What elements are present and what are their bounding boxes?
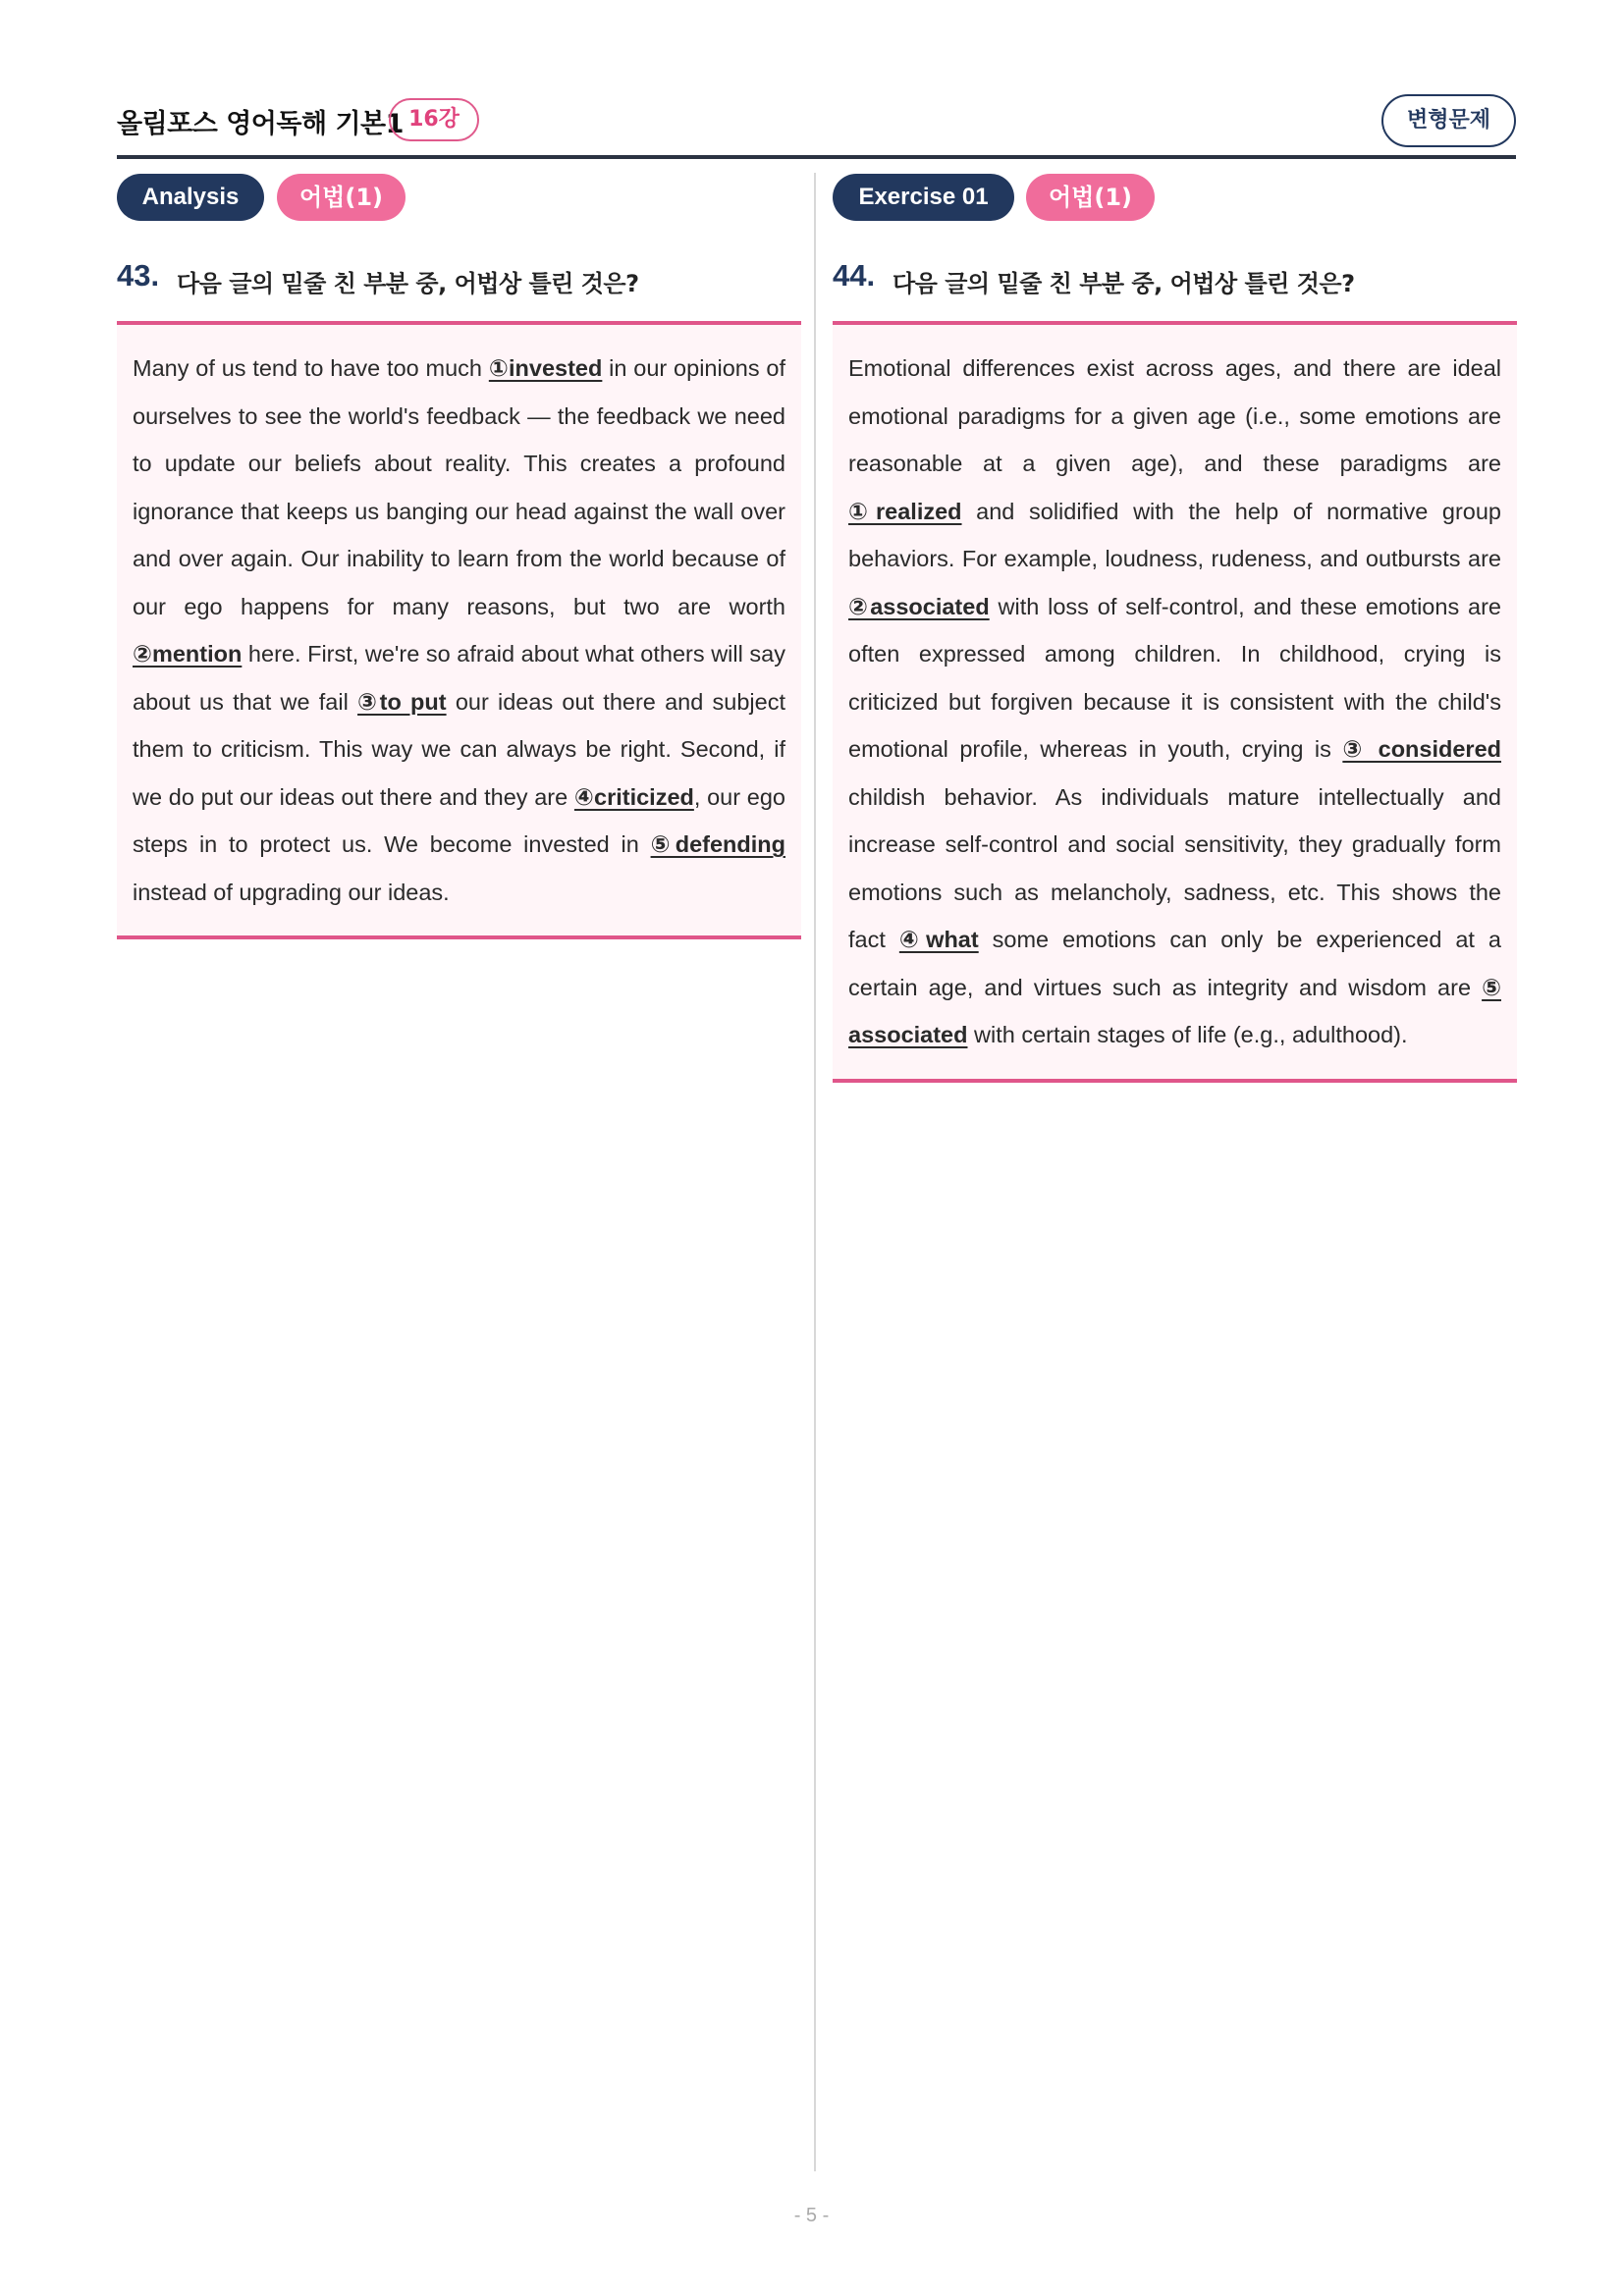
question-text: 다음 글의 밑줄 친 부분 중, 어법상 틀린 것은? (893, 270, 1355, 297)
underlined-choice-5: ⑤ associated (848, 974, 1501, 1047)
underlined-choice-2: ②associated (848, 593, 990, 619)
lecture-badge: 16강 (389, 98, 479, 141)
passage-segment: some emotions can only be experienced at a certain age, and virtues such as integrity and wisdom are (848, 927, 1501, 1000)
left-column (117, 174, 801, 939)
page-header (117, 94, 1516, 155)
passage-segment: with loss of self-control, and these emotions are often expressed among children. In childhood, crying is criticized but forgiven because it is consistent with the child's emotional profile, whereas in youth, crying is (848, 593, 1501, 762)
passage-text (848, 345, 1501, 1059)
passage-segment: our ideas out there and subject them to criticism. This way we can always be right. Second, if we do put our ideas out there and they are (133, 688, 785, 810)
passage-segment: Many of us tend to have too much (133, 355, 489, 381)
analysis-tag: Analysis (117, 174, 264, 221)
book-title: 올림포스 영어독해 기본1 (117, 109, 404, 139)
grammar-tag: 어법(1) (1026, 174, 1155, 221)
question-heading (117, 258, 801, 297)
page-number: - 5 - (793, 2205, 830, 2226)
underlined-choice-2: ②mention (133, 641, 243, 667)
underlined-choice-1: ①invested (488, 355, 603, 381)
passage-segment: with certain stages of life (e.g., adulthood). (967, 1022, 1408, 1047)
passage-segment: in our opinions of ourselves to see the world's feedback — the feedback we need to update our beliefs about reality. This creates a profound ignorance that keeps us banging our head against the wall over and over again. Our inability to learn from the world because of our ego happens for many reasons, but two are worth (133, 355, 786, 619)
question-heading (833, 258, 1517, 297)
column-divider (814, 173, 816, 2171)
underlined-choice-5: ⑤defending (650, 831, 785, 857)
header-rule (117, 155, 1516, 159)
question-number: 44. (833, 258, 876, 293)
passage-segment: childish behavior. As individuals mature intellectually and increase self-control and social sensitivity, they gradually form emotions such as melancholy, sadness, etc. This shows the fact (848, 783, 1501, 952)
underlined-choice-1: ①realized (848, 498, 962, 524)
passage-segment: Emotional differences exist across ages, and there are ideal emotional paradigms for a given age (i.e., some emotions are reasonable at a given age), and these paradigms are (848, 355, 1501, 476)
passage-box (117, 321, 801, 939)
underlined-choice-3: ③to put (357, 688, 447, 715)
passage-segment: and solidified with the help of normative group behaviors. For example, loudness, rudeness, and outbursts are (848, 498, 1502, 571)
question-text: 다음 글의 밑줄 친 부분 중, 어법상 틀린 것은? (177, 270, 639, 297)
passage-box (833, 321, 1517, 1083)
question-number: 43. (117, 258, 160, 293)
variant-badge: 변형문제 (1381, 94, 1516, 147)
tag-row (117, 174, 801, 223)
tag-row (833, 174, 1517, 223)
grammar-tag: 어법(1) (277, 174, 406, 221)
passage-segment: instead of upgrading our ideas. (133, 879, 450, 905)
passage-segment: here. First, we're so afraid about what others will say about us that we fail (133, 641, 785, 715)
passage-text (133, 345, 785, 916)
right-column (833, 174, 1517, 1083)
exercise-tag: Exercise 01 (833, 174, 1014, 221)
underlined-choice-4: ④what (898, 927, 979, 952)
underlined-choice-4: ④criticized (573, 783, 694, 810)
passage-segment: , our ego steps in to protect us. We become invested in (133, 783, 785, 857)
underlined-choice-3: ③ considered (1342, 736, 1501, 762)
